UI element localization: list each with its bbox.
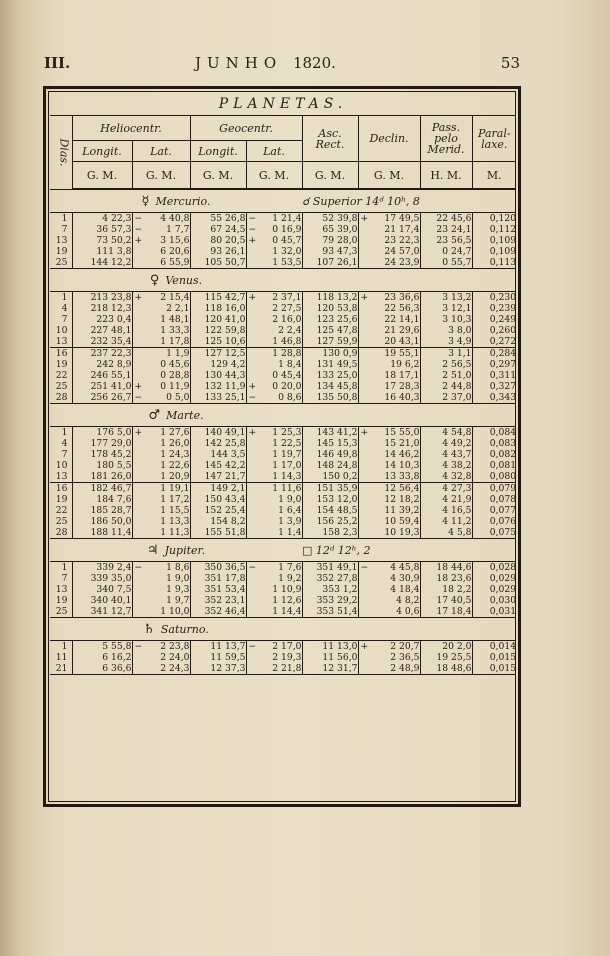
- data-block: [50, 213, 516, 269]
- declination-sign-values: +: [358, 292, 370, 348]
- planet-rows: [50, 189, 516, 675]
- helio-lat-sign-values: +: [132, 292, 144, 348]
- month-title: [195, 54, 336, 72]
- day-values: 1 4 7 10 13: [50, 292, 72, 348]
- right-ascension-values: 143 41,2 145 15,3 146 49,8 148 24,8 150 0,2: [302, 427, 358, 483]
- data-block: [50, 427, 516, 483]
- planet-heading: [50, 539, 516, 562]
- data-block: [50, 562, 516, 618]
- running-header: [0, 54, 610, 78]
- planet-symbol-icon: ♀: [149, 272, 160, 288]
- heliocentric-header: Heliocentr.: [72, 116, 190, 141]
- parallax-values: 0,284 0,297 0,311 0,327 0,343: [472, 348, 516, 404]
- declination-sign-values: +: [358, 427, 370, 483]
- geo-latitude-values: 1 7,6 1 9,2 1 10,9 1 12,6 1 14,4: [258, 562, 302, 618]
- geo-latitude-values: 2 17,0 2 19,3 2 21,8: [258, 641, 302, 675]
- planet-heading: [50, 404, 516, 427]
- planet-note: [302, 618, 516, 641]
- geo-longitude-values: 149 2,1 150 43,4 152 25,4 154 8,2 155 51,8: [190, 483, 246, 539]
- helio-longitude-values: 176 5,0 177 29,0 178 45,2 180 5,5 181 26,0: [72, 427, 132, 483]
- unit-label: G. M.: [302, 162, 358, 190]
- day-values: 1 7 13 19 25: [50, 562, 72, 618]
- planet-note: ☌ Superior 14ᵈ 10ʰ, 8: [302, 189, 516, 213]
- planet-ephemeris-table: [50, 93, 516, 675]
- day-values: 1 4 7 10 13: [50, 427, 72, 483]
- helio-latitude-values: 1 1,9 0 45,6 0 28,8 0 11,9 0 5,0: [144, 348, 190, 404]
- planet-heading: [50, 618, 516, 641]
- planet-name: [50, 404, 302, 427]
- parallax-values: 0,230 0,239 0,249 0,260 0,272: [472, 292, 516, 348]
- planet-name: [50, 269, 302, 292]
- geo-longitude-values: 140 49,1 142 25,8 144 3,5 145 42,2 147 21,7: [190, 427, 246, 483]
- geo-lat-sign-values: [246, 483, 258, 539]
- helio-lat-sign-values: −: [132, 562, 144, 618]
- planet-heading: [50, 269, 516, 292]
- parallax-values: 0,120 0,112 0,109 0,109 0,113: [472, 213, 516, 269]
- geo-latitude-values: 1 11,6 1 9,0 1 6,4 1 3,9 1 1,4: [258, 483, 302, 539]
- planet-symbol-icon: ♃: [146, 542, 159, 558]
- meridian-passage-values: 4 54,8 4 49,2 4 43,7 4 38,2 4 32,8: [420, 427, 472, 483]
- geo-latitude-values: 1 21,4 0 16,9 0 45,7 1 32,0 1 53,5: [258, 213, 302, 269]
- day-values: 1 7 13 19 25: [50, 213, 72, 269]
- planet-label: Mercurio.: [155, 194, 211, 208]
- geo-latitude-header: Lat.: [246, 141, 302, 162]
- right-ascension-values: 130 0,9 131 49,5 133 25,0 134 45,8 135 50,8: [302, 348, 358, 404]
- meridian-passage-values: 18 44,6 18 23,6 18 2,2 17 40,5 17 18,4: [420, 562, 472, 618]
- days-column-header: Dias.: [50, 116, 72, 190]
- planet-name: [50, 539, 302, 562]
- declination-sign-values: [358, 483, 370, 539]
- unit-label: G. M.: [190, 162, 246, 190]
- helio-longitude-values: 213 23,8 218 12,3 223 0,4 227 48,1 232 35,4: [72, 292, 132, 348]
- month-name: JUNHO: [195, 54, 283, 72]
- parallax-header: Paral-laxe.: [472, 116, 516, 162]
- parallax-values: 0,079 0,078 0,077 0,076 0,075: [472, 483, 516, 539]
- day-values: 1 11 21: [50, 641, 72, 675]
- meridian-passage-values: 3 13,2 3 12,1 3 10,3 3 8,0 3 4,9: [420, 292, 472, 348]
- unit-label: G. M.: [246, 162, 302, 190]
- year: 1820.: [292, 54, 336, 72]
- helio-lat-sign-values: −: [132, 641, 144, 675]
- declination-values: 23 36,6 22 56,3 22 14,1 21 29,6 20 43,1: [370, 292, 420, 348]
- unit-label: M.: [472, 162, 516, 190]
- planet-label: Saturno.: [160, 622, 209, 636]
- geo-longitude-values: 55 26,8 67 24,5 80 20,5 93 26,1 105 50,7: [190, 213, 246, 269]
- helio-latitude-values: 4 40,8 1 7,7 3 15,6 6 20,6 6 55,9: [144, 213, 190, 269]
- helio-latitude-values: 1 27,6 1 26,0 1 24,3 1 22,6 1 20,9: [144, 427, 190, 483]
- planet-note: □ 12ᵈ 12ʰ, 2: [302, 539, 516, 562]
- day-values: 16 19 22 25 28: [50, 483, 72, 539]
- declination-sign-values: +: [358, 213, 370, 269]
- planet-label: Jupiter.: [164, 543, 206, 557]
- right-ascension-header: Asc. Rect.: [302, 116, 358, 162]
- day-values: 16 19 22 25 28: [50, 348, 72, 404]
- unit-label: G. M.: [72, 162, 132, 190]
- helio-lat-sign-values: − − +: [132, 213, 144, 269]
- right-ascension-values: 151 35,9 153 12,0 154 48,5 156 25,2 158 2,3: [302, 483, 358, 539]
- declination-values: 15 55,0 15 21,0 14 46,2 14 10,3 13 33,8: [370, 427, 420, 483]
- helio-lat-sign-values: [132, 483, 144, 539]
- declination-sign-values: −: [358, 562, 370, 618]
- helio-lat-sign-values: +: [132, 427, 144, 483]
- helio-longitude-values: 5 55,8 6 16,2 6 36,6: [72, 641, 132, 675]
- geocentric-header: Geocentr.: [190, 116, 302, 141]
- parallax-values: 0,014 0,015 0,015: [472, 641, 516, 675]
- planet-note: [302, 404, 516, 427]
- unit-label: G. M.: [358, 162, 420, 190]
- geo-lat-sign-values: − − +: [246, 213, 258, 269]
- geo-lat-sign-values: −: [246, 562, 258, 618]
- planet-symbol-icon: ♂: [148, 407, 161, 423]
- planet-note: [302, 269, 516, 292]
- planet-name: [50, 189, 302, 213]
- helio-lat-sign-values: + −: [132, 348, 144, 404]
- helio-latitude-values: 2 15,4 2 2,1 1 48,1 1 33,3 1 17,8: [144, 292, 190, 348]
- meridian-passage-header: Pass. pelo Merid.: [420, 116, 472, 162]
- geo-lat-sign-values: −: [246, 641, 258, 675]
- data-block: [50, 292, 516, 348]
- right-ascension-values: 52 39,8 65 39,0 79 28,0 93 47,3 107 26,1: [302, 213, 358, 269]
- declination-values: 12 56,4 12 18,2 11 39,2 10 59,4 10 19,3: [370, 483, 420, 539]
- geo-longitude-values: 115 42,7 118 16,0 120 41,0 122 59,8 125 10,6: [190, 292, 246, 348]
- geo-latitude-values: 2 37,1 2 27,5 2 16,0 2 2,4 1 46,8: [258, 292, 302, 348]
- section-number: III.: [44, 54, 71, 72]
- geo-longitude-header: Longit.: [190, 141, 246, 162]
- geo-latitude-values: 1 28,8 1 8,4 0 45,4 0 20,0 0 8,6: [258, 348, 302, 404]
- geo-longitude-values: 127 12,5 129 4,2 130 44,3 132 11,9 133 25,1: [190, 348, 246, 404]
- geo-longitude-values: 350 36,5 351 17,8 351 53,4 352 23,1 352 46,4: [190, 562, 246, 618]
- declination-sign-values: +: [358, 641, 370, 675]
- planet-heading: [50, 189, 516, 213]
- helio-longitude-values: 4 22,3 36 57,3 73 50,2 111 3,8 144 12,2: [72, 213, 132, 269]
- helio-latitude-values: 1 19,1 1 17,2 1 15,5 1 13,3 1 11,3: [144, 483, 190, 539]
- helio-longitude-values: 237 22,3 242 8,9 246 55,1 251 41,0 256 26,7: [72, 348, 132, 404]
- declination-values: 19 55,1 19 6,2 18 17,1 17 28,3 16 40,3: [370, 348, 420, 404]
- helio-longitude-header: Longit.: [72, 141, 132, 162]
- declination-header: Declin.: [358, 116, 420, 162]
- planet-name: [50, 618, 302, 641]
- declination-values: 17 49,5 21 17,4 23 22,3 24 57,0 24 23,9: [370, 213, 420, 269]
- unit-label: G. M.: [132, 162, 190, 190]
- unit-label: H. M.: [420, 162, 472, 190]
- declination-sign-values: [358, 348, 370, 404]
- parallax-values: 0,028 0,029 0,029 0,030 0,031: [472, 562, 516, 618]
- meridian-passage-values: 3 1,1 2 56,5 2 51,0 2 44,8 2 37,0: [420, 348, 472, 404]
- declination-values: 2 20,7 2 36,5 2 48,9: [370, 641, 420, 675]
- right-ascension-values: 11 13,0 11 56,0 12 31,7: [302, 641, 358, 675]
- parallax-values: 0,084 0,083 0,082 0,081 0,080: [472, 427, 516, 483]
- right-ascension-values: 118 13,2 120 53,8 123 25,6 125 47,8 127 59,9: [302, 292, 358, 348]
- helio-latitude-header: Lat.: [132, 141, 190, 162]
- table-title: PLANETAS.: [50, 93, 516, 116]
- data-block: [50, 483, 516, 539]
- helio-longitude-values: 339 2,4 339 35,0 340 7,5 340 40,1 341 12,7: [72, 562, 132, 618]
- declination-values: 4 45,8 4 30,9 4 18,4 4 8,2 4 0,6: [370, 562, 420, 618]
- planet-label: Marte.: [166, 408, 204, 422]
- planet-label: Venus.: [165, 273, 203, 287]
- meridian-passage-values: 20 2,0 19 25,5 18 48,6: [420, 641, 472, 675]
- helio-longitude-values: 182 46,7 184 7,6 185 28,7 186 50,0 188 11,4: [72, 483, 132, 539]
- planet-symbol-icon: ☿: [141, 193, 150, 209]
- geo-longitude-values: 11 13,7 11 59,5 12 37,3: [190, 641, 246, 675]
- data-block: [50, 348, 516, 404]
- data-block: [50, 641, 516, 675]
- helio-latitude-values: 2 23,8 2 24,0 2 24,3: [144, 641, 190, 675]
- geo-lat-sign-values: +: [246, 427, 258, 483]
- geo-lat-sign-values: + −: [246, 348, 258, 404]
- helio-latitude-values: 1 8,6 1 9,0 1 9,3 1 9,7 1 10,0: [144, 562, 190, 618]
- planet-symbol-icon: ♄: [143, 621, 155, 637]
- geo-latitude-values: 1 25,3 1 22,5 1 19,7 1 17,0 1 14,3: [258, 427, 302, 483]
- geo-lat-sign-values: +: [246, 292, 258, 348]
- meridian-passage-values: 22 45,6 23 24,1 23 56,5 0 24,7 0 55,7: [420, 213, 472, 269]
- right-ascension-values: 351 49,1 352 27,8 353 1,2 353 29,2 353 51,4: [302, 562, 358, 618]
- meridian-passage-values: 4 27,3 4 21,9 4 16,5 4 11,2 4 5,8: [420, 483, 472, 539]
- page-number: 53: [500, 54, 520, 72]
